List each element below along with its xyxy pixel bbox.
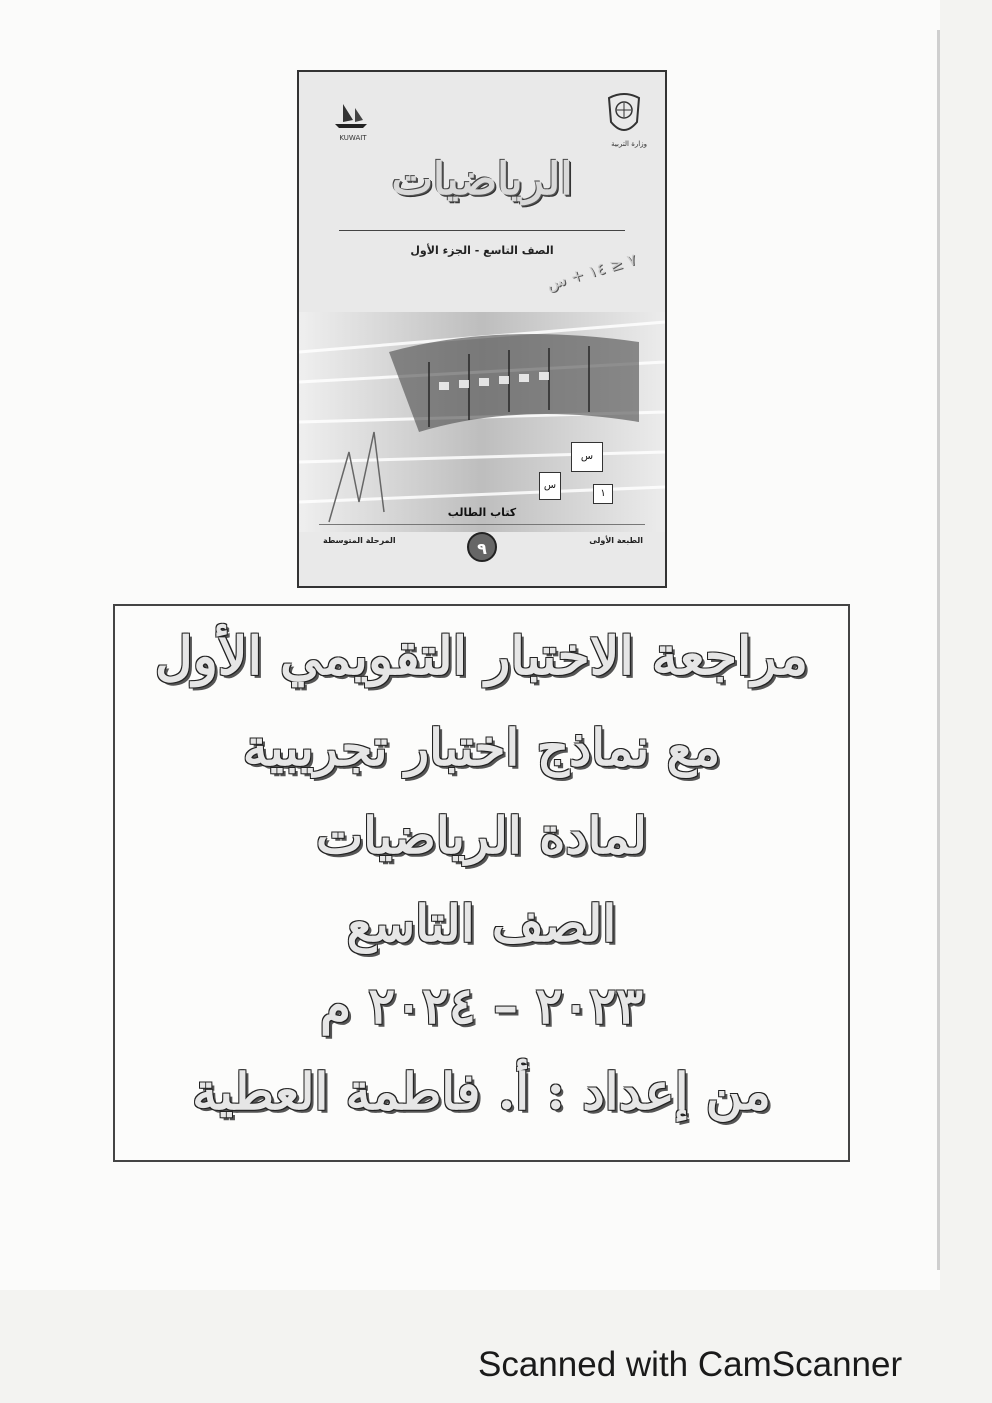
algebra-tile-one: ١ (593, 484, 613, 504)
grade-line: الصف التاسع (346, 894, 617, 953)
student-book-label: كتاب الطالب (447, 506, 517, 519)
logo-left-text: KUWAIT (339, 134, 367, 142)
cover-subtitle: الصف التاسع - الجزء الأول (410, 244, 554, 257)
school-year-line: ٢٠٢٣ – ٢٠٢٤ م (319, 976, 644, 1035)
algebra-tile-x2: س (539, 472, 561, 500)
cover-divider (339, 230, 625, 231)
cover-title: الرياضيات (391, 154, 573, 205)
ministry-text: وزارة التربية (611, 140, 647, 148)
cover-footer-divider (319, 524, 645, 525)
camscanner-watermark: Scanned with CamScanner (478, 1345, 903, 1384)
stage-label: المرحلة المتوسطة (323, 536, 396, 545)
page-edge (937, 30, 940, 1270)
algebra-tile-x: س (571, 442, 603, 472)
state-emblem-icon (605, 92, 643, 138)
subject-line: لمادة الرياضيات (316, 806, 647, 865)
grade-badge: ٩ (467, 532, 497, 562)
review-title-line: مراجعة الاختبار التقويمي الأول (154, 626, 809, 687)
author-line: من إعداد : أ. فاطمة العطية (192, 1062, 771, 1121)
review-title-box (113, 604, 850, 1162)
cover-formula: ٧ ≤ ١٤ + س (543, 249, 638, 294)
edition-label: الطبعة الأولى (589, 536, 643, 545)
book-cover (297, 70, 667, 588)
ship-logo-icon (331, 100, 371, 130)
sample-tests-line: مع نماذج اختبار تجريبية (242, 718, 721, 777)
